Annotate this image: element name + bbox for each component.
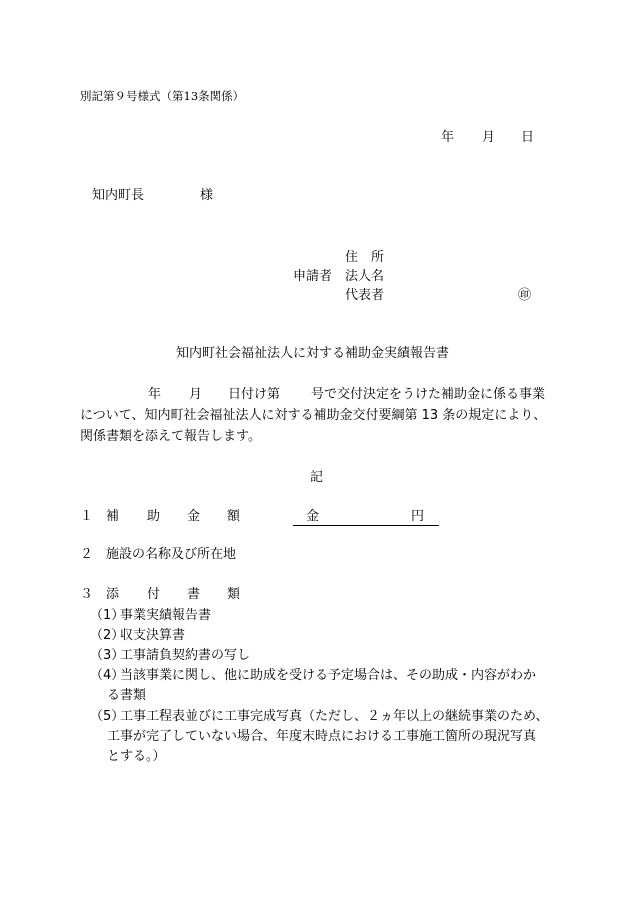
item3-number: ３ (80, 587, 94, 602)
applicant-label: 申請者 (293, 269, 333, 284)
body-paragraph (80, 384, 560, 447)
body-year-label: 年 (148, 387, 162, 402)
item3-label-char: 類 (227, 587, 241, 602)
item1-label-char: 助 (147, 509, 161, 524)
attachment-text: 当該事業に関し、他に助成を受ける予定場合は、その助成・内容がわか (120, 668, 537, 683)
item1-label-char: 額 (227, 509, 241, 524)
applicant-address-label: 住 所 (345, 250, 385, 265)
ki-mark: 記 (310, 470, 324, 485)
attachment-text: 工事が完了していない場合、年度末時点における工事施工箇所の現況写真 (107, 729, 537, 744)
item1-number: １ (80, 509, 94, 524)
applicant-corp-name-label: 法人名 (345, 269, 385, 284)
body-dated-label: 日付け第 (228, 387, 281, 402)
body-line-1 (80, 384, 560, 405)
date-month-label: 月 (482, 130, 496, 145)
item3-label-char: 付 (147, 587, 161, 602)
attachment-num: （3） (90, 648, 125, 663)
body-line-1-rest: 号で交付決定をうけた補助金に係る事業 (311, 387, 546, 402)
item3-label-char: 添 (106, 587, 120, 602)
attachment-num: （5） (90, 709, 125, 724)
amount-field[interactable] (293, 509, 439, 526)
date-year-label: 年 (441, 130, 455, 145)
addressee-honorific: 様 (200, 188, 214, 203)
document-title: 知内町社会福祉法人に対する補助金実績報告書 (176, 346, 450, 361)
amount-prefix: 金 (306, 509, 320, 524)
attachment-text: とする。） (107, 749, 166, 764)
item2-label: 施設の名称及び所在地 (106, 547, 237, 562)
item3-label-char: 書 (187, 587, 201, 602)
seal-mark: ㊞ (518, 288, 532, 303)
item1-label-char: 金 (187, 509, 201, 524)
date-day-label: 日 (521, 130, 535, 145)
attachment-text: 工事請負契約書の写し (120, 648, 251, 663)
attachment-text: る書類 (107, 688, 147, 703)
attachment-text: 工事工程表並びに工事完成写真（ただし、２ヵ年以上の継続事業のため、 (120, 709, 549, 724)
applicant-representative-label: 代表者 (345, 288, 385, 303)
amount-unit: 円 (411, 509, 425, 524)
body-month-label: 月 (189, 387, 203, 402)
attachment-text: 事業実績報告書 (120, 608, 212, 623)
attachment-text: 収支決算書 (120, 628, 186, 643)
item1-label-char: 補 (106, 509, 120, 524)
form-label: 別記第９号様式（第13条関係） (80, 89, 245, 103)
item2-number: ２ (80, 547, 94, 562)
attachment-num: （2） (90, 628, 125, 643)
attachment-num: （4） (90, 668, 125, 683)
attachment-num: （1） (90, 608, 125, 623)
body-line-3: 関係書類を添えて報告します。 (80, 429, 261, 444)
addressee-name: 知内町長 (92, 188, 145, 203)
body-line-2: について、知内町社会福祉法人に対する補助金交付要綱第 13 条の規定により、 (80, 408, 547, 423)
